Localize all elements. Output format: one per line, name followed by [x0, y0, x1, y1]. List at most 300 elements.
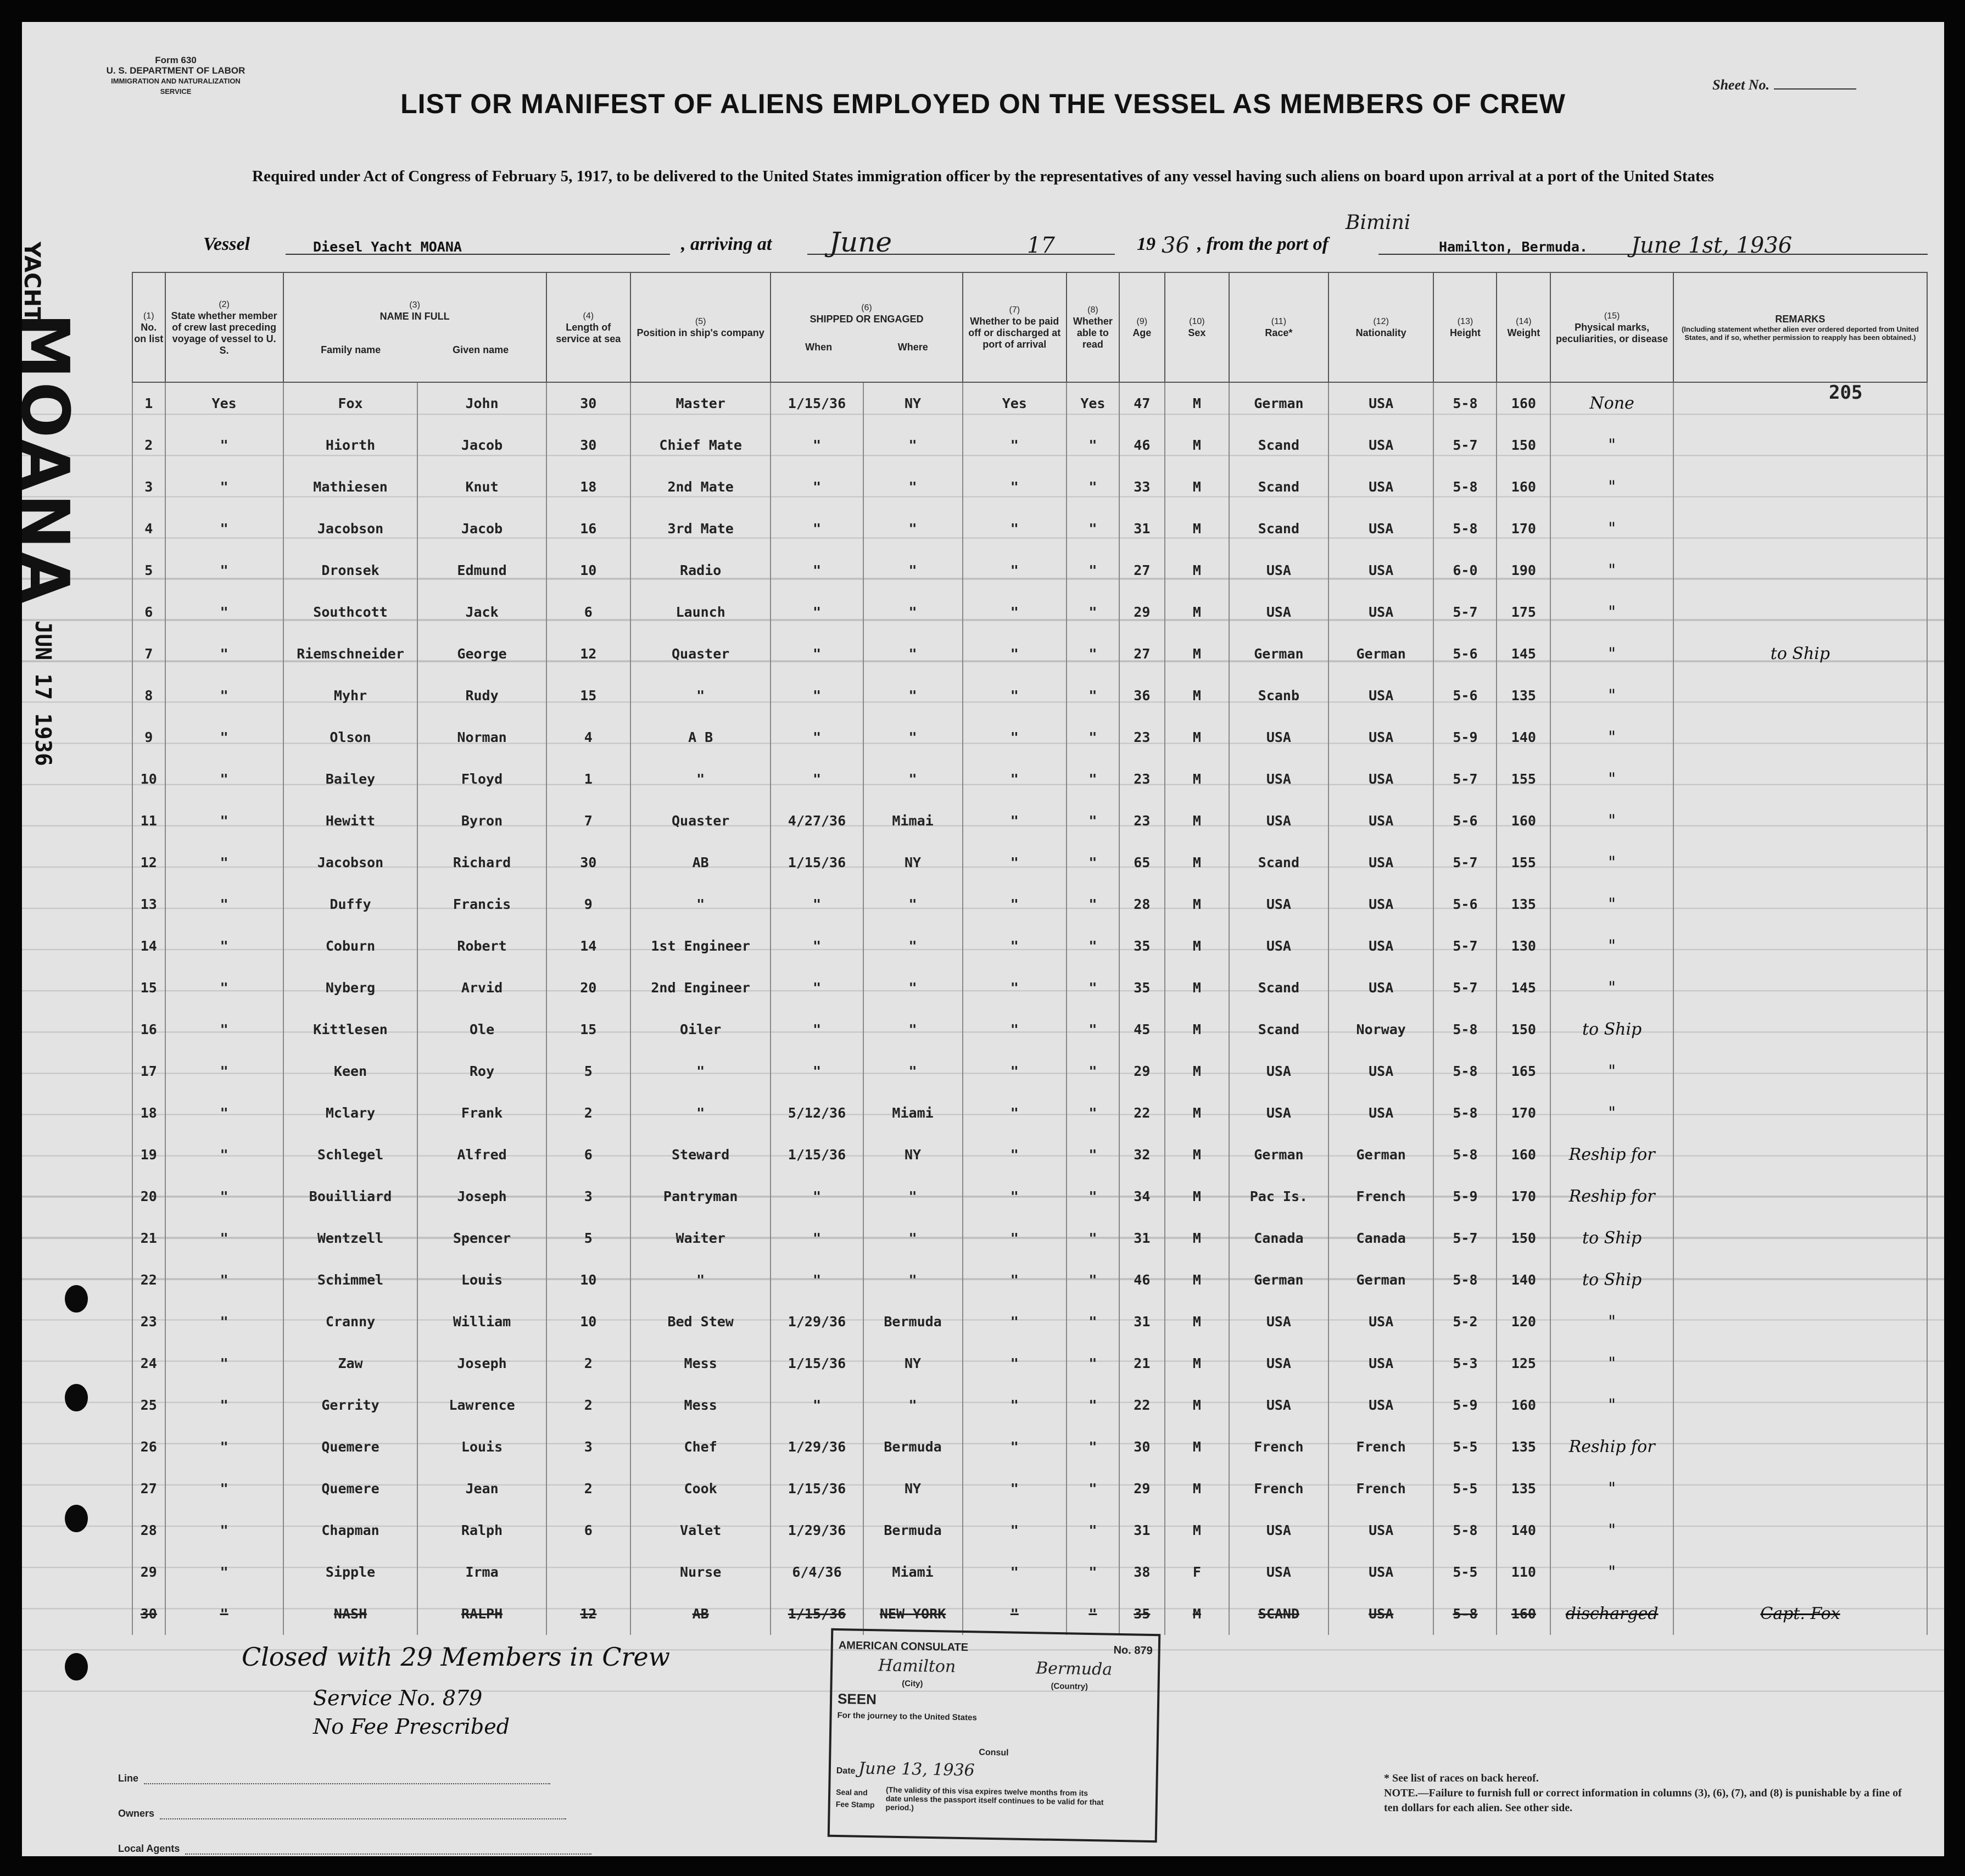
cell-position: 2nd Engineer — [630, 967, 771, 1009]
cell-position: 3rd Mate — [630, 508, 771, 550]
cell-race: Canada — [1229, 1218, 1328, 1259]
cell-physical: " — [1550, 1301, 1673, 1343]
cell-where: NY — [863, 1343, 963, 1384]
cell-when: 1/29/36 — [771, 1301, 863, 1343]
cell-physical: " — [1550, 842, 1673, 884]
cell-when: 6/4/36 — [771, 1551, 863, 1593]
cell-read: " — [1067, 1468, 1119, 1510]
cell-weight: 140 — [1497, 1510, 1550, 1551]
sheet-label: Sheet No. — [1712, 77, 1769, 93]
cell-race: German — [1229, 382, 1328, 425]
cell-race: USA — [1229, 800, 1328, 842]
cell-voyage: " — [165, 925, 283, 967]
cell-sex: M — [1165, 1593, 1229, 1635]
table-row — [132, 1134, 1927, 1176]
cell-paid: " — [963, 842, 1067, 884]
cell-length: 12 — [546, 633, 630, 675]
cell-age: 29 — [1119, 591, 1165, 633]
cell-race: Scand — [1229, 967, 1328, 1009]
col-age-header: (9) Age — [1119, 272, 1165, 382]
cell-where: NY — [863, 382, 963, 425]
cell-read: " — [1067, 466, 1119, 508]
service-name: IMMIGRATION AND NATURALIZATION SERVICE — [111, 77, 241, 96]
cell-length: 18 — [546, 466, 630, 508]
cell-sex: M — [1165, 425, 1229, 466]
cell-read: " — [1067, 1134, 1119, 1176]
cell-given: Louis — [417, 1259, 546, 1301]
cell-nationality: USA — [1328, 1301, 1434, 1343]
cell-remarks — [1673, 842, 1927, 884]
cell-nationality: USA — [1328, 925, 1434, 967]
table-row — [132, 884, 1927, 925]
cell-where: " — [863, 758, 963, 800]
cell-when: " — [771, 675, 863, 717]
table-row — [132, 466, 1927, 508]
cell-given: Knut — [417, 466, 546, 508]
cell-weight: 160 — [1497, 382, 1550, 425]
cell-family: Schimmel — [283, 1259, 418, 1301]
table-row — [132, 717, 1927, 758]
table-row — [132, 1426, 1927, 1468]
cell-remarks — [1673, 425, 1927, 466]
footer-note: * See list of races on back hereof. NOTE.—Failure to furnish full or correct information in columns (3), (6), (7), and (8) is punishable by a fine of ten dollars for each alien. See other side. — [1384, 1772, 1902, 1814]
cell-when: 1/15/36 — [771, 1468, 863, 1510]
cell-read: " — [1067, 884, 1119, 925]
when-label: When — [805, 341, 833, 353]
cell-race: French — [1229, 1468, 1328, 1510]
cell-height: 5-7 — [1433, 842, 1497, 884]
cell-paid: " — [963, 1176, 1067, 1218]
cell-weight: 170 — [1497, 1092, 1550, 1134]
cell-paid: " — [963, 1301, 1067, 1343]
cell-when: " — [771, 1176, 863, 1218]
cell-age: 36 — [1119, 675, 1165, 717]
table-row — [132, 925, 1927, 967]
cell-no: 7 — [132, 633, 165, 675]
cell-given: Ralph — [417, 1510, 546, 1551]
cell-height: 5-8 — [1433, 1593, 1497, 1635]
cell-read: " — [1067, 508, 1119, 550]
cell-race: Scand — [1229, 466, 1328, 508]
cell-nationality: USA — [1328, 717, 1434, 758]
cell-no: 22 — [132, 1259, 165, 1301]
cell-when: " — [771, 591, 863, 633]
cell-when: 5/12/36 — [771, 1092, 863, 1134]
cell-paid: " — [963, 1343, 1067, 1384]
cell-sex: M — [1165, 1426, 1229, 1468]
cell-height: 5-9 — [1433, 717, 1497, 758]
cell-paid: " — [963, 675, 1067, 717]
crew-table-body — [132, 382, 1927, 1635]
cell-weight: 175 — [1497, 591, 1550, 633]
table-row — [132, 1343, 1927, 1384]
cell-where: " — [863, 925, 963, 967]
bottom-labels — [118, 1749, 591, 1855]
table-row — [132, 1551, 1927, 1593]
cell-voyage: " — [165, 1384, 283, 1426]
cell-no: 14 — [132, 925, 165, 967]
cell-height: 5-8 — [1433, 1009, 1497, 1051]
cell-age: 22 — [1119, 1092, 1165, 1134]
cell-age: 31 — [1119, 508, 1165, 550]
cell-given: Roy — [417, 1051, 546, 1092]
cell-age: 46 — [1119, 425, 1165, 466]
cell-paid: " — [963, 466, 1067, 508]
cell-height: 5-6 — [1433, 800, 1497, 842]
cell-age: 29 — [1119, 1051, 1165, 1092]
cell-position: Mess — [630, 1343, 771, 1384]
consulate-stamp: AMERICAN CONSULATE No. 879 Hamilton Bermuda (City) (Country) SEEN For the journey to the United States Consul Date June 13, 1936 Seal and Fee Stamp (The validity of this visa expires twelve months from its date unless the passport itself continues to be valid for that period.) — [828, 1628, 1161, 1843]
cell-position: Pantryman — [630, 1176, 771, 1218]
cell-length: 14 — [546, 925, 630, 967]
cell-race: Scand — [1229, 425, 1328, 466]
cell-read: " — [1067, 1301, 1119, 1343]
cell-sex: M — [1165, 925, 1229, 967]
cell-race: Pac Is. — [1229, 1176, 1328, 1218]
cell-physical: " — [1550, 884, 1673, 925]
cell-height: 5-9 — [1433, 1176, 1497, 1218]
cell-age: 35 — [1119, 1593, 1165, 1635]
cell-given: William — [417, 1301, 546, 1343]
cell-physical: " — [1550, 967, 1673, 1009]
cell-when: " — [771, 967, 863, 1009]
cell-weight: 165 — [1497, 1051, 1550, 1092]
cell-nationality: USA — [1328, 967, 1434, 1009]
cell-height: 5-6 — [1433, 675, 1497, 717]
cell-height: 6-0 — [1433, 550, 1497, 591]
table-row — [132, 1092, 1927, 1134]
cell-family: Myhr — [283, 675, 418, 717]
cell-length: 5 — [546, 1051, 630, 1092]
cell-length: 5 — [546, 1218, 630, 1259]
cell-height: 5-5 — [1433, 1426, 1497, 1468]
cell-remarks — [1673, 967, 1927, 1009]
cell-where: " — [863, 967, 963, 1009]
cell-where: " — [863, 466, 963, 508]
cell-sex: M — [1165, 633, 1229, 675]
cell-nationality: USA — [1328, 382, 1434, 425]
cell-height: 5-8 — [1433, 1051, 1497, 1092]
year-suffix: 36 — [1162, 233, 1190, 258]
table-row — [132, 1510, 1927, 1551]
binder-hole — [65, 1505, 88, 1532]
cell-paid: " — [963, 1051, 1067, 1092]
owners-field: Owners — [118, 1784, 591, 1819]
cell-family: Sipple — [283, 1551, 418, 1593]
cell-sex: M — [1165, 1301, 1229, 1343]
cell-physical: " — [1550, 1384, 1673, 1426]
cell-race: Scand — [1229, 1009, 1328, 1051]
table-row — [132, 508, 1927, 550]
cell-remarks: to Ship — [1673, 633, 1927, 675]
table-row — [132, 1009, 1927, 1051]
cell-race: USA — [1229, 717, 1328, 758]
cell-position: " — [630, 675, 771, 717]
cell-voyage: " — [165, 1259, 283, 1301]
cell-voyage: " — [165, 675, 283, 717]
cell-sex: M — [1165, 1510, 1229, 1551]
cell-position: Valet — [630, 1510, 771, 1551]
cell-no: 25 — [132, 1384, 165, 1426]
cell-where: Miami — [863, 1092, 963, 1134]
cell-read: Yes — [1067, 382, 1119, 425]
cell-remarks — [1673, 925, 1927, 967]
cell-nationality: USA — [1328, 1343, 1434, 1384]
cell-position: 2nd Mate — [630, 466, 771, 508]
cell-height: 5-8 — [1433, 1134, 1497, 1176]
cell-length: 2 — [546, 1343, 630, 1384]
cell-length: 3 — [546, 1426, 630, 1468]
cell-given: Spencer — [417, 1218, 546, 1259]
line-field: Line — [118, 1749, 591, 1784]
cell-given: Richard — [417, 842, 546, 884]
cell-nationality: USA — [1328, 884, 1434, 925]
cell-no: 23 — [132, 1301, 165, 1343]
cell-sex: M — [1165, 800, 1229, 842]
cell-position: Bed Stew — [630, 1301, 771, 1343]
vessel-label: Vessel — [203, 234, 250, 254]
cell-family: Schlegel — [283, 1134, 418, 1176]
cell-read: " — [1067, 1384, 1119, 1426]
cell-sex: M — [1165, 675, 1229, 717]
cell-position: Nurse — [630, 1551, 771, 1593]
cell-voyage: " — [165, 967, 283, 1009]
cell-read: " — [1067, 925, 1119, 967]
cell-length: 6 — [546, 1134, 630, 1176]
cell-read: " — [1067, 842, 1119, 884]
cell-no: 6 — [132, 591, 165, 633]
cell-given: Rudy — [417, 675, 546, 717]
cell-sex: M — [1165, 1134, 1229, 1176]
cell-family: Bailey — [283, 758, 418, 800]
from-label: , from the port of — [1197, 234, 1328, 254]
cell-voyage: " — [165, 466, 283, 508]
cell-physical: discharged — [1550, 1593, 1673, 1635]
date-value: June 1st, 1936 — [1631, 233, 1793, 258]
cell-weight: 190 — [1497, 550, 1550, 591]
local-agents-field: Local Agents — [118, 1819, 591, 1855]
cell-sex: M — [1165, 717, 1229, 758]
cell-paid: " — [963, 1426, 1067, 1468]
cell-weight: 110 — [1497, 1551, 1550, 1593]
cell-race: Scand — [1229, 842, 1328, 884]
cell-nationality: German — [1328, 1134, 1434, 1176]
cell-height: 5-2 — [1433, 1301, 1497, 1343]
cell-paid: " — [963, 800, 1067, 842]
cell-physical: " — [1550, 800, 1673, 842]
table-row — [132, 1259, 1927, 1301]
cell-weight: 125 — [1497, 1343, 1550, 1384]
cell-sex: M — [1165, 1009, 1229, 1051]
cell-family: Jacobson — [283, 842, 418, 884]
cell-remarks — [1673, 1384, 1927, 1426]
cell-race: German — [1229, 1134, 1328, 1176]
cell-weight: 170 — [1497, 1176, 1550, 1218]
cell-read: " — [1067, 550, 1119, 591]
cell-paid: " — [963, 717, 1067, 758]
cell-no: 16 — [132, 1009, 165, 1051]
cell-voyage: " — [165, 1426, 283, 1468]
cell-physical: " — [1550, 675, 1673, 717]
cell-age: 46 — [1119, 1259, 1165, 1301]
cell-no: 1 — [132, 382, 165, 425]
cell-remarks — [1673, 1051, 1927, 1092]
cell-remarks — [1673, 382, 1927, 425]
cell-remarks — [1673, 717, 1927, 758]
cell-where: Mimai — [863, 800, 963, 842]
cell-paid: " — [963, 1134, 1067, 1176]
cell-read: " — [1067, 1551, 1119, 1593]
cell-where: " — [863, 425, 963, 466]
cell-remarks — [1673, 508, 1927, 550]
cell-weight: 155 — [1497, 758, 1550, 800]
cell-height: 5-7 — [1433, 591, 1497, 633]
cell-paid: " — [963, 1384, 1067, 1426]
col-physical-header: (15) Physical marks, peculiarities, or disease — [1550, 272, 1673, 382]
cell-paid: " — [963, 550, 1067, 591]
side-stamp-date: JUN 17 1936 — [30, 621, 55, 766]
cell-no: 13 — [132, 884, 165, 925]
department-name: U. S. DEPARTMENT OF LABOR — [106, 65, 245, 76]
cell-family: Mathiesen — [283, 466, 418, 508]
cell-weight: 135 — [1497, 675, 1550, 717]
cell-remarks — [1673, 884, 1927, 925]
cell-family: Wentzell — [283, 1218, 418, 1259]
cell-race: USA — [1229, 758, 1328, 800]
cell-where: NY — [863, 842, 963, 884]
cell-position: Cook — [630, 1468, 771, 1510]
cell-read: " — [1067, 1426, 1119, 1468]
cell-family: Quemere — [283, 1426, 418, 1468]
cell-remarks — [1673, 1426, 1927, 1468]
cell-physical: " — [1550, 466, 1673, 508]
cell-no: 27 — [132, 1468, 165, 1510]
cell-read: " — [1067, 1218, 1119, 1259]
cell-voyage: " — [165, 1593, 283, 1635]
cell-when: " — [771, 1051, 863, 1092]
cell-given: John — [417, 382, 546, 425]
cell-family: Chapman — [283, 1510, 418, 1551]
cell-given: Jacob — [417, 508, 546, 550]
cell-no: 28 — [132, 1510, 165, 1551]
cell-remarks — [1673, 1009, 1927, 1051]
cell-race: Scand — [1229, 508, 1328, 550]
cell-position: Mess — [630, 1384, 771, 1426]
cell-read: " — [1067, 1092, 1119, 1134]
cell-physical: " — [1550, 1468, 1673, 1510]
cell-position: Quaster — [630, 633, 771, 675]
cell-age: 38 — [1119, 1551, 1165, 1593]
cell-height: 5-8 — [1433, 382, 1497, 425]
cell-position: Master — [630, 382, 771, 425]
cell-position: Chief Mate — [630, 425, 771, 466]
cell-when: 1/15/36 — [771, 1343, 863, 1384]
cell-when: 1/15/36 — [771, 842, 863, 884]
cell-when: " — [771, 1384, 863, 1426]
col-length-header: (4) Length of service at sea — [546, 272, 630, 382]
cell-given: Joseph — [417, 1343, 546, 1384]
cell-position: A B — [630, 717, 771, 758]
cell-length: 1 — [546, 758, 630, 800]
cell-no: 9 — [132, 717, 165, 758]
cell-sex: M — [1165, 842, 1229, 884]
cell-position: Launch — [630, 591, 771, 633]
cell-family: Mclary — [283, 1092, 418, 1134]
cell-weight: 150 — [1497, 1218, 1550, 1259]
cell-length: 4 — [546, 717, 630, 758]
cell-race: USA — [1229, 591, 1328, 633]
cell-read: " — [1067, 717, 1119, 758]
cell-nationality: USA — [1328, 466, 1434, 508]
col-paid-header: (7) Whether to be paid off or discharged at port of arrival — [963, 272, 1067, 382]
cell-physical: Reship for — [1550, 1134, 1673, 1176]
cell-sex: M — [1165, 508, 1229, 550]
cell-age: 31 — [1119, 1218, 1165, 1259]
cell-length: 9 — [546, 884, 630, 925]
cell-weight: 160 — [1497, 466, 1550, 508]
cell-where: Bermuda — [863, 1510, 963, 1551]
cell-given: Joseph — [417, 1176, 546, 1218]
cell-physical: " — [1550, 758, 1673, 800]
cell-length: 30 — [546, 382, 630, 425]
cell-nationality: French — [1328, 1426, 1434, 1468]
cell-family: Quemere — [283, 1468, 418, 1510]
cell-voyage: Yes — [165, 382, 283, 425]
cell-age: 28 — [1119, 884, 1165, 925]
cell-physical: " — [1550, 1551, 1673, 1593]
cell-height: 5-7 — [1433, 425, 1497, 466]
cell-no: 26 — [132, 1426, 165, 1468]
cell-nationality: USA — [1328, 550, 1434, 591]
cell-age: 32 — [1119, 1134, 1165, 1176]
cell-nationality: USA — [1328, 800, 1434, 842]
cell-voyage: " — [165, 758, 283, 800]
cell-position: AB — [630, 842, 771, 884]
cell-age: 31 — [1119, 1510, 1165, 1551]
cell-voyage: " — [165, 884, 283, 925]
cell-where: Miami — [863, 1551, 963, 1593]
cell-nationality: USA — [1328, 425, 1434, 466]
cell-no: 20 — [132, 1176, 165, 1218]
cell-voyage: " — [165, 1218, 283, 1259]
cell-weight: 130 — [1497, 925, 1550, 967]
cell-sex: M — [1165, 967, 1229, 1009]
cell-weight: 155 — [1497, 842, 1550, 884]
cell-sex: M — [1165, 382, 1229, 425]
cell-voyage: " — [165, 1468, 283, 1510]
cell-race: German — [1229, 1259, 1328, 1301]
closing-note: Closed with 29 Members in Crew — [242, 1642, 671, 1672]
cell-read: " — [1067, 425, 1119, 466]
cell-read: " — [1067, 758, 1119, 800]
cell-race: Scanb — [1229, 675, 1328, 717]
cell-race: USA — [1229, 1551, 1328, 1593]
cell-when: " — [771, 466, 863, 508]
cell-voyage: " — [165, 633, 283, 675]
cell-race: USA — [1229, 925, 1328, 967]
where-label: Where — [897, 341, 928, 353]
cell-length — [546, 1551, 630, 1593]
cell-physical: " — [1550, 633, 1673, 675]
cell-length: 10 — [546, 1259, 630, 1301]
cell-no: 19 — [132, 1134, 165, 1176]
cell-paid: " — [963, 633, 1067, 675]
cell-given: Floyd — [417, 758, 546, 800]
cell-given: Arvid — [417, 967, 546, 1009]
cell-remarks — [1673, 1468, 1927, 1510]
cell-given: Francis — [417, 884, 546, 925]
table-row — [132, 967, 1927, 1009]
